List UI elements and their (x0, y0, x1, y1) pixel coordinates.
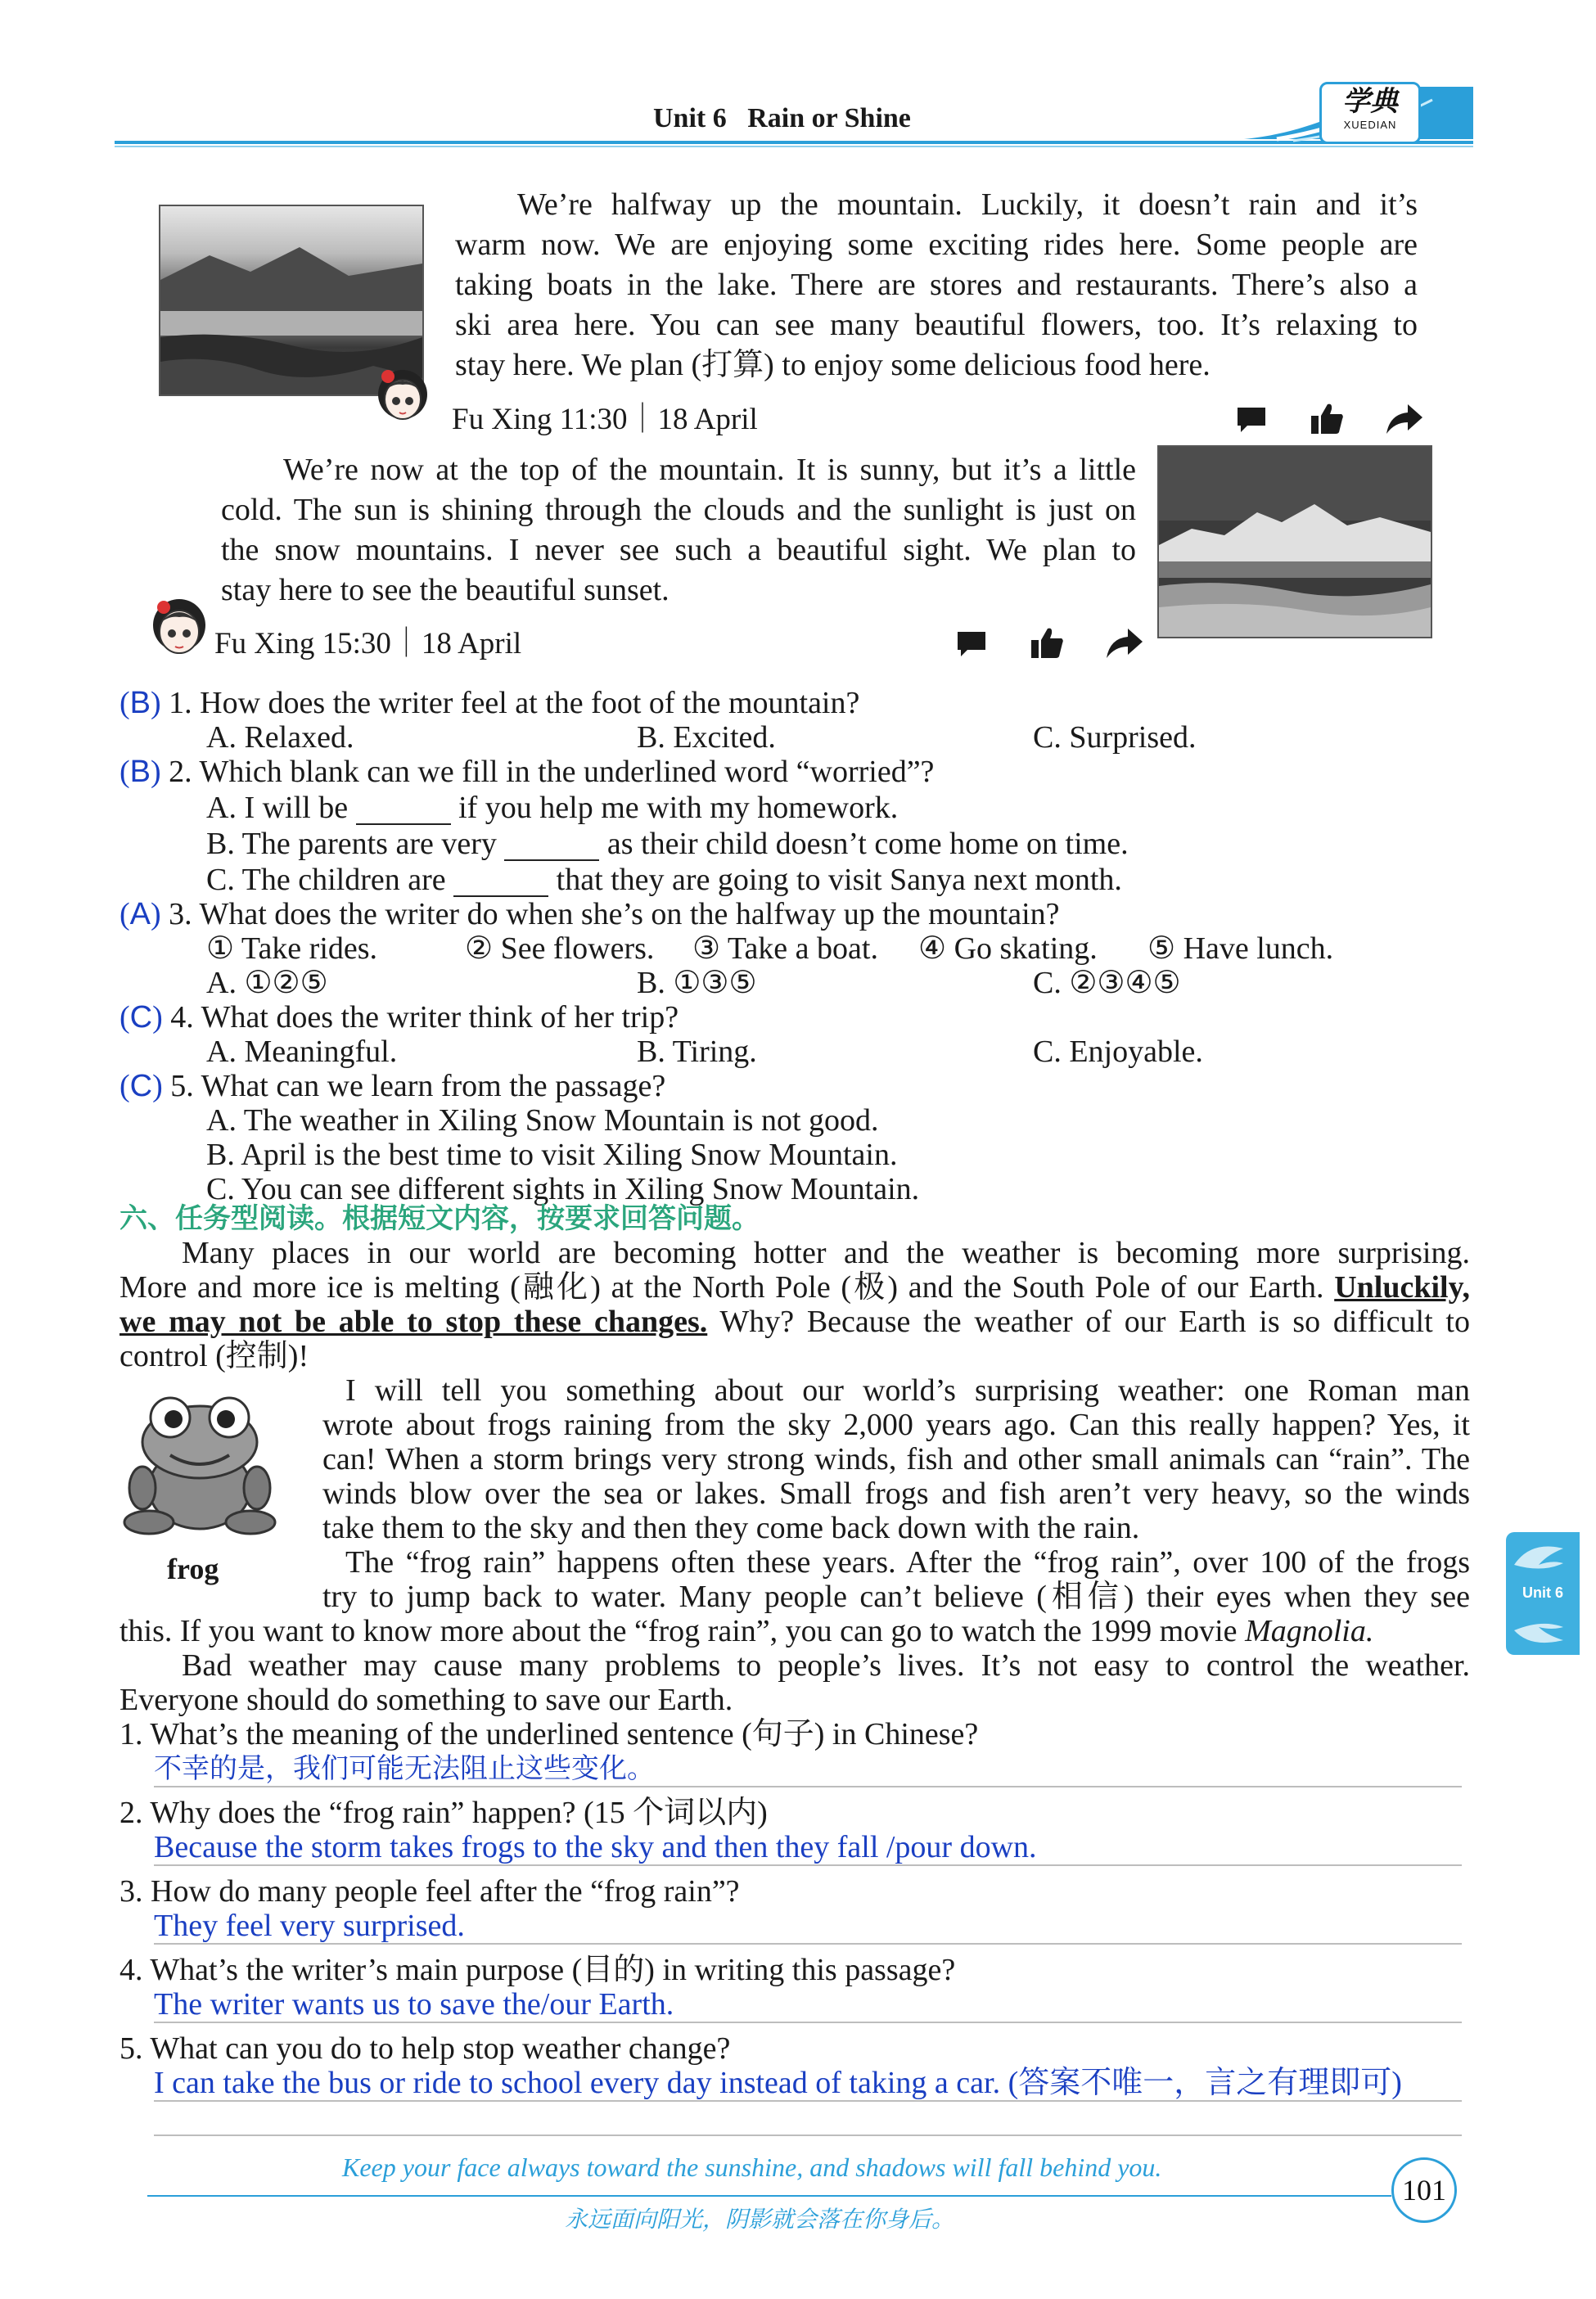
passage-p2 (322, 1373, 1470, 1614)
answer-letter: B (129, 755, 151, 789)
qa-answer: 不幸的是，我们可能无法阻止这些变化。 (154, 1752, 655, 1785)
passage-line: I will tell you something about our world’s surprising weather: one Roman man (345, 1373, 1470, 1408)
passage-line: try to jump back to water. Many people can’t believe (相信) their eyes when they see (322, 1580, 1470, 1614)
choice-5: ⑤ Have lunch. (1147, 931, 1334, 966)
page-number-badge (1391, 2157, 1457, 2223)
passage-line: this. If you want to know more about the “frog rain”, you can go to watch the 1999 movie Magnolia. (119, 1614, 1374, 1648)
brand-sub: XUEDIAN (1343, 119, 1397, 131)
choice-3: ③ Take a boat. (692, 931, 878, 966)
passage-line: Many places in our world are becoming hotter and the weather is becoming more surprising. (182, 1236, 1470, 1270)
share-arrow-icon[interactable] (1105, 627, 1144, 660)
blank (356, 789, 451, 825)
question-5: (C) 5. What can we learn from the passage? (119, 1069, 666, 1103)
option-c: C. ②③④⑤ (1033, 966, 1181, 1000)
choice-2: ② See flowers. (465, 931, 655, 966)
passage-line: wrote about frogs raining from the sky 2,000 years ago. Can this really happen? Yes, it (322, 1408, 1470, 1442)
passage-line: we may not be able to stop these changes. Why? Because the weather of our Earth is so difficult to (119, 1305, 1470, 1339)
qa-question: 2. Why does the “frog rain” happen? (15 个词以内) (119, 1796, 768, 1830)
qa-item (119, 2031, 1470, 2110)
blank (504, 825, 599, 861)
option-a: A. The weather in Xiling Snow Mountain is not good. (206, 1103, 879, 1138)
question-stem: 3. What does the writer do when she’s on the halfway up the mountain? (169, 897, 1060, 931)
frog-caption: frog (167, 1553, 219, 1585)
question-stem: 1. How does the writer feel at the foot of the mountain? (169, 686, 860, 720)
share-arrow-icon[interactable] (1385, 403, 1424, 435)
qa-item (119, 1953, 1470, 2031)
frog-image (119, 1383, 280, 1544)
qa-answer: The writer wants us to save the/our Earth. (154, 1987, 674, 2022)
footer-quote-cn: 永远面向阳光，阴影就会落在你身后。 (565, 2206, 955, 2233)
option-c: C. Surprised. (1033, 720, 1197, 755)
brand-logo (1319, 82, 1421, 144)
post1-line: taking boats in the lake. There are stores and restaurants. There’s also a (455, 268, 1418, 302)
qa-answer: They feel very surprised. (154, 1909, 465, 1943)
thumbs-up-icon[interactable] (1030, 625, 1066, 660)
qa-question: 4. What’s the writer’s main purpose (目的) in writing this passage? (119, 1953, 956, 1987)
passage-line: take them to the sky and then they come back down with the rain. (322, 1511, 1140, 1545)
mc-questions (119, 686, 1470, 1206)
option-a: A. Meaningful. (206, 1035, 398, 1069)
option-a: A. I will be if you help me with my homework. (206, 791, 899, 825)
post2-author: Fu Xing 15:30｜18 April (214, 627, 522, 660)
question-stem: 5. What can we learn from the passage? (170, 1069, 666, 1103)
answer-letter: C (129, 1069, 153, 1103)
question-1: (B) 1. How does the writer feel at the foot of the mountain? (119, 686, 860, 720)
comment-icon[interactable] (1234, 404, 1269, 435)
passage-line: winds blow over the sea or lakes. Small frogs and fish aren’t very heavy, so the winds (322, 1476, 1470, 1511)
page-number: 101 (1402, 2174, 1446, 2207)
passage (119, 1236, 1470, 1373)
passage-line: control (控制)! (119, 1339, 309, 1373)
post2-line: We’re now at the top of the mountain. It is sunny, but it’s a little (283, 453, 1136, 487)
avatar (144, 589, 214, 663)
passage-p3 (119, 1614, 1470, 1717)
brand-name: 学典 (1342, 85, 1398, 118)
choice-1: ① Take rides. (206, 931, 378, 966)
post2-line: stay here to see the beautiful sunset. (221, 573, 670, 607)
options-row (119, 1035, 1470, 1069)
passage-line: The “frog rain” happens often these years. After the “frog rain”, over 100 of the frogs (345, 1545, 1470, 1580)
footer (0, 2144, 1596, 2259)
question-3: (A) 3. What does the writer do when she’s on the halfway up the mountain? (119, 897, 1060, 931)
option-c: C. You can see different sights in Xiling Snow Mountain. (206, 1172, 920, 1206)
post1-line: stay here. We plan (打算) to enjoy some delicious food here. (455, 348, 1211, 382)
qa-question: 5. What can you do to help stop weather change? (119, 2031, 731, 2066)
post1-line: We’re halfway up the mountain. Luckily, it doesn’t rain and it’s (517, 187, 1418, 222)
page-header (0, 0, 1596, 156)
unit-name: Rain or Shine (747, 103, 911, 133)
question-stem: 2. Which blank can we fill in the underlined word “worried”? (169, 755, 935, 789)
post1-author: Fu Xing 11:30｜18 April (452, 403, 758, 436)
side-tab-label: Unit 6 (1522, 1585, 1563, 1601)
post1-line: warm now. We are enjoying some exciting rides here. Some people are (455, 228, 1418, 262)
thumbs-up-icon[interactable] (1310, 401, 1346, 435)
qa-item (119, 1717, 1470, 1796)
choice-4: ④ Go skating. (918, 931, 1098, 966)
blank (453, 861, 548, 897)
answer-letter: B (129, 686, 151, 720)
question-4: (C) 4. What does the writer think of her trip? (119, 1000, 679, 1035)
post1-line: ski area here. You can see many beautiful flowers, too. It’s relaxing to (455, 308, 1418, 342)
answer-letter: C (129, 1000, 153, 1035)
options-row (119, 720, 1470, 755)
choices-row (119, 931, 1470, 966)
unit-label: Unit 6 (653, 103, 727, 133)
passage-line: Everyone should do something to save our Earth. (119, 1683, 733, 1717)
option-a: A. ①②⑤ (206, 966, 328, 1000)
option-b: B. ①③⑤ (637, 966, 757, 1000)
post1-actions (1234, 401, 1434, 437)
qa-item (119, 1796, 1470, 1874)
snow-mountain-photo (1157, 445, 1432, 638)
qa-item (119, 1874, 1470, 1953)
underlined-sentence-start: Unluckily, (1334, 1270, 1470, 1305)
comment-icon[interactable] (954, 629, 989, 660)
options-row (119, 966, 1470, 1000)
option-a: A. Relaxed. (206, 720, 354, 755)
post2-actions (954, 625, 1154, 661)
underlined-sentence: we may not be able to stop these changes. (119, 1305, 708, 1339)
option-b: B. The parents are very as their child doesn’t come home on time. (206, 827, 1129, 861)
post2-line: the snow mountains. I never see such a beautiful sight. We plan to (221, 533, 1136, 567)
option-b: B. Tiring. (637, 1035, 757, 1069)
passage-line: can! When a storm brings very strong winds, fish and other small animals can “rain”. The (322, 1442, 1470, 1476)
answer-letter: A (129, 897, 151, 931)
blank-answer-line (154, 2102, 1462, 2136)
question-stem: 4. What does the writer think of her trip? (170, 1000, 679, 1035)
option-c: C. The children are that they are going to visit Sanya next month. (206, 863, 1122, 897)
qa-question: 3. How do many people feel after the “frog rain”? (119, 1874, 740, 1909)
qa-list (119, 1717, 1470, 2110)
post2-line: cold. The sun is shining through the clouds and the sunlight is just on (221, 493, 1136, 527)
passage-line: Bad weather may cause many problems to people’s lives. It’s not easy to control the weather. (182, 1648, 1470, 1683)
post1-body (455, 185, 1418, 385)
qa-question: 1. What’s the meaning of the underlined sentence (句子) in Chinese? (119, 1717, 979, 1751)
section-heading: 六、任务型阅读。根据短文内容，按要求回答问题。 (119, 1202, 760, 1235)
option-c: C. Enjoyable. (1033, 1035, 1203, 1069)
question-2: (B) 2. Which blank can we fill in the underlined word “worried”? (119, 755, 935, 789)
qa-answer: I can take the bus or ride to school every day instead of taking a car. (答案不唯一，言之有理即可) (154, 2066, 1402, 2100)
option-b: B. April is the best time to visit Xiling Snow Mountain. (206, 1138, 898, 1172)
movie-title: Magnolia. (1245, 1614, 1374, 1648)
passage-line: More and more ice is melting (融化) at the North Pole (极) and the South Pole of our Earth. Unluckily, (119, 1270, 1470, 1305)
side-unit-tab (1506, 1532, 1580, 1655)
footer-quote-en: Keep your face always toward the sunshine, and shadows will fall behind you. (342, 2152, 1162, 2182)
qa-answer: Because the storm takes frogs to the sky and then they fall /pour down. (154, 1830, 1037, 1864)
post2-body (221, 450, 1136, 611)
avatar (370, 358, 435, 429)
footer-rule (147, 2190, 1440, 2202)
option-b: B. Excited. (637, 720, 776, 755)
unit-title (653, 101, 911, 136)
